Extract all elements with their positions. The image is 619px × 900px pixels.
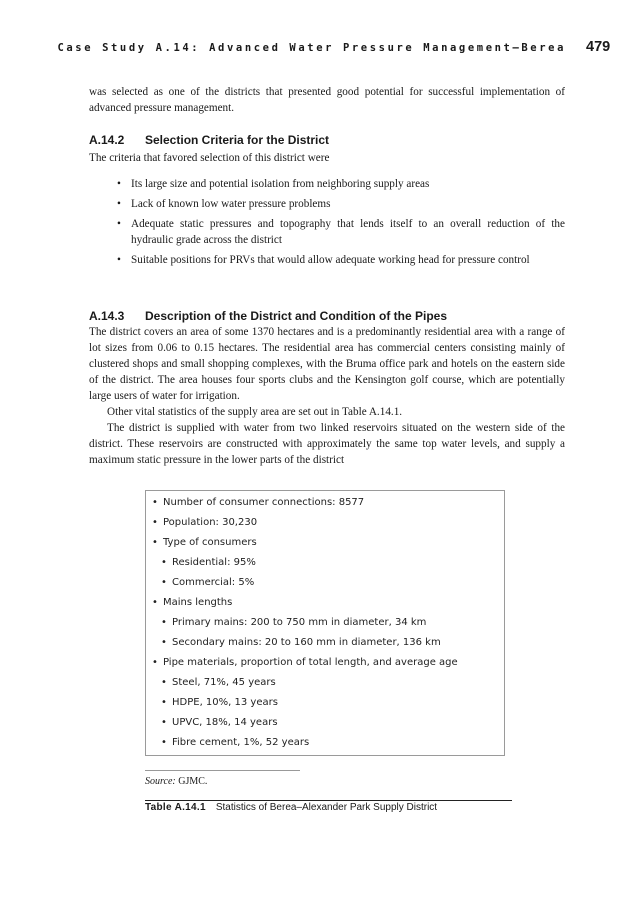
bullet-icon: • <box>161 697 167 708</box>
list-item: • Adequate static pressures and topography that lends itself to an overall reduction of the hydraulic grade across the district <box>117 218 565 246</box>
page-number: 479 <box>586 39 611 55</box>
caption-label: Table A.14.1 <box>145 802 206 813</box>
list-item: • Lack of known low water pressure problems <box>117 198 331 210</box>
table-source: Source: GJMC. <box>145 776 208 787</box>
bullet-icon: • <box>117 254 121 266</box>
paragraph: The district covers an area of some 1370 hectares and is a predominantly residential area with a range of lot sizes from 0.06 to 0.15 hectares. The residential area has commercial centers consisting mainly of clustered shops and small shopping complexes, with the Bruma office park and hotels on the eastern side of the district. The area houses four sports clubs and the Kensington golf course, which are potentially large users of water for irrigation. <box>89 326 565 402</box>
table-item: • Pipe materials, proportion of total length, and average age <box>152 653 458 673</box>
table-subitem: • Fibre cement, 1%, 52 years <box>161 733 458 753</box>
bullet-icon: • <box>161 637 167 648</box>
list-item: • Its large size and potential isolation from neighboring supply areas <box>117 178 430 190</box>
bullet-icon: • <box>161 677 167 688</box>
table-caption <box>145 802 437 813</box>
bullet-icon: • <box>161 737 167 748</box>
paragraph: The district is supplied with water from two linked reservoirs situated on the western side of the district. These reservoirs are constructed with approximately the same top water levels, and supply a maximum static pressure in the lower parts of the district <box>89 422 565 466</box>
section-heading-a14-3 <box>89 309 447 323</box>
caption-text: Statistics of Berea–Alexander Park Supply District <box>215 802 438 813</box>
bullet-icon: • <box>152 497 158 508</box>
table-item: • Mains lengths <box>152 593 458 613</box>
bullet-icon: • <box>161 617 167 628</box>
table-subitem: • UPVC, 18%, 14 years <box>161 713 458 733</box>
bullet-icon: • <box>117 178 121 190</box>
table-subitem: • Primary mains: 200 to 750 mm in diameter, 34 km <box>161 613 458 633</box>
list-item: • Suitable positions for PRVs that would allow adequate working head for pressure control <box>117 254 530 266</box>
bullet-icon: • <box>152 657 158 668</box>
section-heading-a14-2 <box>89 133 329 147</box>
paragraph: Other vital statistics of the supply area are set out in Table A.14.1. <box>107 406 403 418</box>
section-body <box>89 324 565 468</box>
table-subitem: • HDPE, 10%, 13 years <box>161 693 458 713</box>
source-divider <box>145 770 300 771</box>
section-number: A.14.2 <box>89 133 125 147</box>
bullet-icon: • <box>161 717 167 728</box>
table-item: • Population: 30,230 <box>152 513 458 533</box>
bullet-icon: • <box>152 597 158 608</box>
criteria-list <box>117 176 565 272</box>
caption-divider <box>145 800 512 801</box>
bullet-icon: • <box>117 198 121 210</box>
section-title: Selection Criteria for the District <box>145 133 330 147</box>
table-subitem: • Secondary mains: 20 to 160 mm in diameter, 136 km <box>161 633 458 653</box>
table-subitem: • Residential: 95% <box>161 553 458 573</box>
section-title: Description of the District and Condition of the Pipes <box>145 309 448 323</box>
bullet-icon: • <box>152 517 158 528</box>
bullet-icon: • <box>161 557 167 568</box>
section-lead: The criteria that favored selection of this district were <box>89 152 330 164</box>
running-head: Case Study A.14: Advanced Water Pressure Management—Berea <box>57 42 566 54</box>
bullet-icon: • <box>152 537 158 548</box>
bullet-icon: • <box>117 218 121 230</box>
intro-paragraph: was selected as one of the districts that presented good potential for successful implementation of advanced pressure management. <box>89 86 565 114</box>
table-item: • Type of consumers <box>152 533 458 553</box>
table-subitem: • Commercial: 5% <box>161 573 458 593</box>
bullet-icon: • <box>161 577 167 588</box>
table-subitem: • Steel, 71%, 45 years <box>161 673 458 693</box>
statistics-table <box>152 493 458 753</box>
section-number: A.14.3 <box>89 309 125 323</box>
table-item: • Number of consumer connections: 8577 <box>152 493 458 513</box>
